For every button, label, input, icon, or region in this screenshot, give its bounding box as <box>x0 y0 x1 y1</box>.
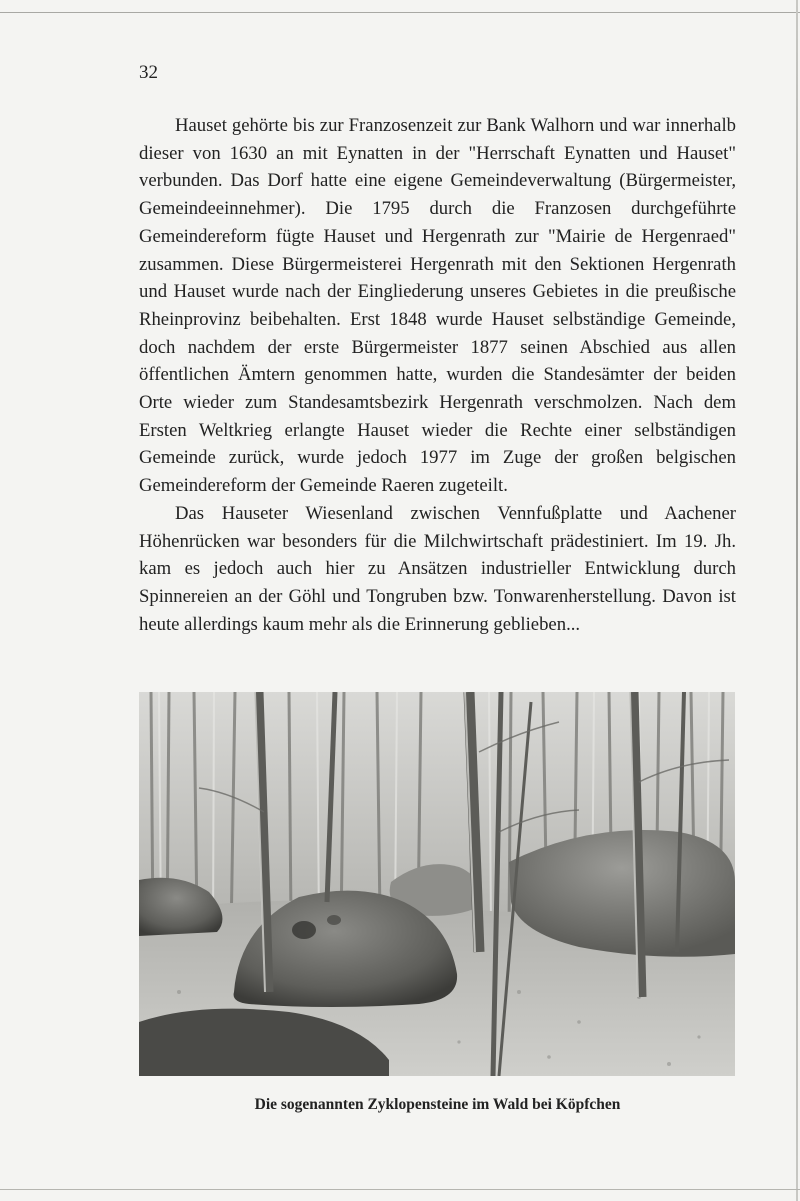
page-edge-shadow <box>796 0 798 1201</box>
paragraph-2: Das Hauseter Wiesenland zwischen Vennfußplatte und Aachener Höhenrücken war besonders für die Milchwirtschaft prädestiniert. Im 19. Jh. kam es jedoch auch hier zu Ansätzen industrieller Entwicklung durch Spinnereien an der Göhl und Tongruben bzw. Tonwarenherstellung. Davon ist heute allerdings kaum mehr als die Erinnerung geblieben... <box>139 502 736 635</box>
top-edge-line <box>0 12 800 13</box>
bottom-edge-line <box>0 1189 800 1190</box>
body-text <box>139 112 736 638</box>
page-number: 32 <box>139 62 158 83</box>
paragraph-1: Hauset gehörte bis zur Franzosenzeit zur Bank Walhorn und war innerhalb dieser von 1630 an mit Eynatten in der "Herrschaft Eynatten und Hauset" verbunden. Das Dorf hatte eine eigene Gemeindeverwaltung (Bürgermeister, Gemeindeeinnehmer). Die 1795 durch die Franzosen durchgeführte Gemeindereform fügte Hauset und Hergenrath zur "Mairie de Hergenraed" zusammen. Diese Bürgermeisterei Hergenrath mit den Sektionen Hergenrath und Hauset wurde nach der Eingliederung unseres Gebietes in die preußische Rheinprovinz beibehalten. Erst 1848 wurde Hauset selbständige Gemeinde, doch nachdem der erste Bürgermeister 1877 seinen Abschied aus allen öffentlichen Ämtern genommen hatte, wurden die Standesämter der beiden Orte wieder zum Standesamtsbezirk Hergenrath verschmolzen. Nach dem Ersten Weltkrieg erlangte Hauset wieder die Rechte einer selbständigen Gemeinde zurück, wurde jedoch 1977 im Zuge der großen belgischen Gemeindereform der Gemeinde Raeren zugeteilt. <box>139 115 736 497</box>
photo-caption: Die sogenannten Zyklopensteine im Wald bei Köpfchen <box>254 1096 621 1113</box>
forest-boulders-photo <box>139 692 735 1076</box>
